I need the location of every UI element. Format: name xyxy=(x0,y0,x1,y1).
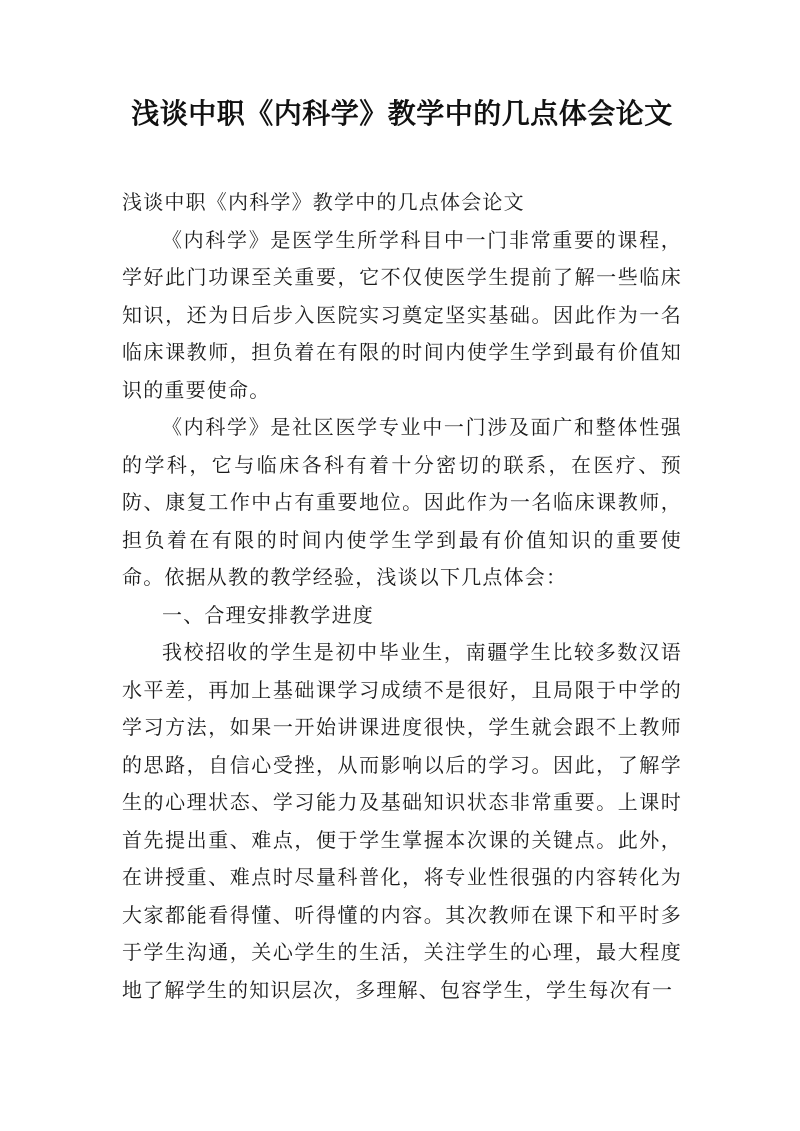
paragraph-overview: 《内科学》是社区医学专业中一门涉及面广和整体性强的学科，它与临床各科有着十分密切的联系，在医疗、预防、康复工作中占有重要地位。因此作为一名临床课教师，担负着在有限的时间内使学生学到最有价值知识的重要使命。依据从教的教学经验，浅谈以下几点体会： xyxy=(122,415,682,589)
document-body xyxy=(122,184,682,1009)
paragraph-intro: 《内科学》是医学生所学科目中一门非常重要的课程，学好此门功课至关重要，它不仅使医学生提前了解一些临床知识，还为日后步入医院实习奠定坚实基础。因此作为一名临床课教师，担负着在有限的时间内使学生学到最有价值知识的重要使命。 xyxy=(122,227,682,402)
paragraph-section-1: 我校招收的学生是初中毕业生，南疆学生比较多数汉语水平差，再加上基础课学习成绩不是很好，且局限于中学的学习方法，如果一开始讲课进度很快，学生就会跟不上教师的思路，自信心受挫，从而影响以后的学习。因此，了解学生的心理状态、学习能力及基础知识状态非常重要。上课时首先提出重、难点，便于学生掌握本次课的关键点。此外，在讲授重、难点时尽量科普化，将专业性很强的内容转化为大家都能看得懂、听得懂的内容。其次教师在课下和平时多于学生沟通，关心学生的生活，关注学生的心理，最大程度地了解学生的知识层次，多理解、包容学生，学生每次有一 xyxy=(122,640,682,1002)
document-subtitle: 浅谈中职《内科学》教学中的几点体会论文 xyxy=(122,190,525,214)
document-title: 浅谈中职《内科学》教学中的几点体会论文 xyxy=(131,97,673,130)
section-heading-1: 一、合理安排教学进度 xyxy=(162,602,374,627)
